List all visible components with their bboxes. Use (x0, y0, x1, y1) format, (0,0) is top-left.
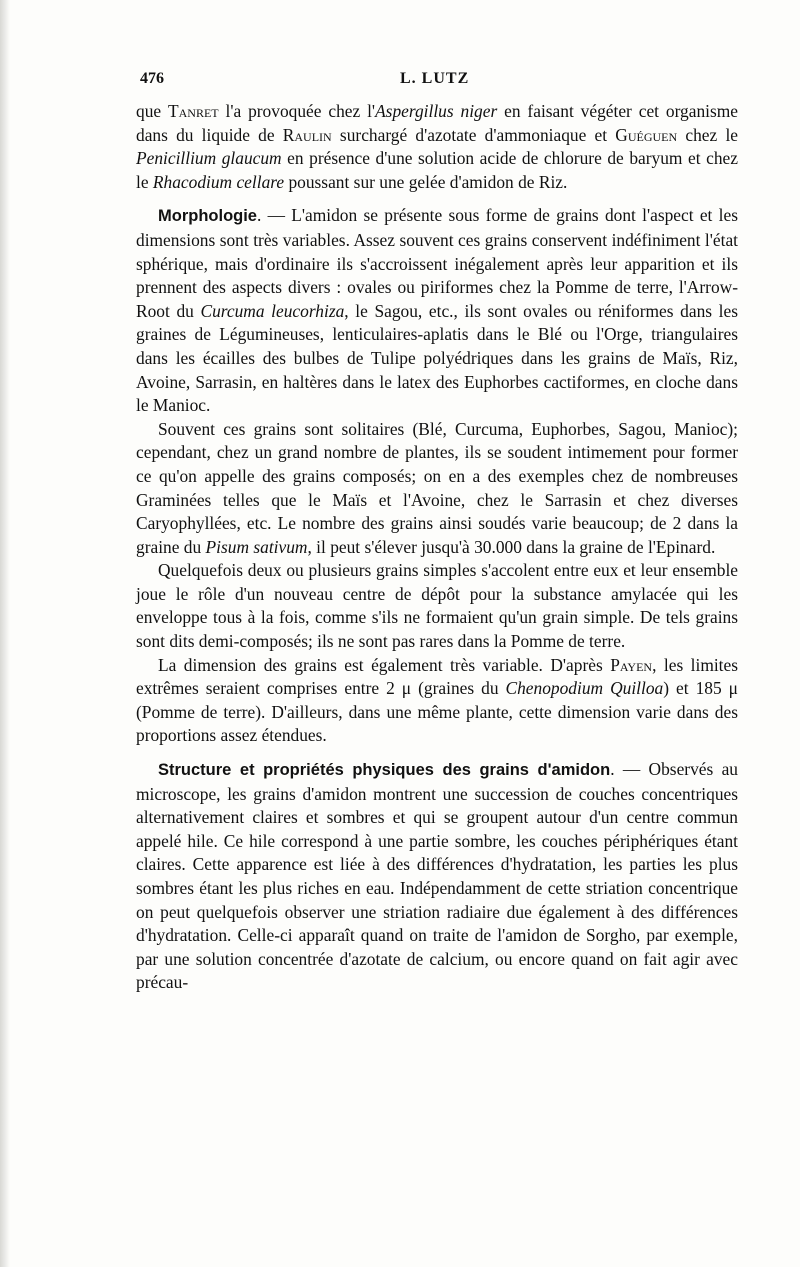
paragraph (136, 100, 738, 194)
author-name: Payen (610, 654, 653, 675)
text-run: , les limites extrêmes seraient comprises entre 2 μ (graines du (136, 654, 739, 699)
page-number: 476 (140, 70, 164, 87)
text-run: , il peut s'élever jusqu'à 30.000 dans la graine de l'Epinard. (307, 536, 716, 557)
text-run: . — Observés au microscope, les grains d'amidon montrent une succession de couches concentriques alternativement claires et sombres et qui se groupent autour d'un centre commun appelé hile. Ce hile correspond à une partie sombre, les couches périphériques étant claires. Cette apparence est liée à des différences d'hydratation, les parties les plus sombres étant les plus riches en eau. Indépendamment de cette striation concentrique on peut quelquefois observer une striation radiaire due également à des différences d'hydratation. Celle-ci apparaît quand on traite de l'amidon de Sorgho, par exemple, par une solution concentrée d'azotate de calcium, ou encore quand on fait agir avec précau- (136, 759, 738, 993)
page-edge-shadow (0, 0, 10, 1267)
text-run: Quelquefois deux ou plusieurs grains simples s'accolent entre eux et leur ensemble joue le rôle d'un nouveau centre de dépôt pour la substance amylacée qui les enveloppe tous à la fois, comme s'ils ne formaient qu'un grain simple. De tels grains sont dits demi-composés; ils ne sont pas rares dans la Pomme de terre. (136, 560, 738, 652)
italic-term: Chenopodium Quilloa (505, 678, 664, 699)
author-name: Tanret (168, 101, 219, 121)
italic-term: Penicillium glaucum (136, 148, 282, 169)
book-page (136, 70, 738, 995)
italic-term: Pisum sativum (205, 536, 308, 557)
italic-term: Rhacodium cellare (152, 171, 285, 192)
text-run: l'a provoquée chez l' (218, 101, 376, 121)
text-run: , le Sagou, etc., ils sont ovales ou réniformes dans les graines de Légumineuses, lenticulaires-aplatis dans le Blé ou l'Orge, triangulaires dans les écailles des bulbes de Tulipe polyédriques dans les grains de Maïs, Riz, Avoine, Sarrasin, en haltères dans le latex des Euphorbes cactiformes, en cloche dans le Manioc. (136, 300, 738, 416)
text-run: surchargé d'azotate d'ammoniaque et (331, 124, 616, 145)
section-heading: Morphologie (158, 207, 257, 226)
text-run: La dimension des grains est également très variable. D'après (158, 654, 611, 675)
text-run: . — L'amidon se présente sous forme de grains dont l'aspect et les dimensions sont très variables. Assez souvent ces grains conservent indéfiniment l'état sphérique, mais d'ordinaire ils s'accroissent inégalement après leur apparition et ils prennent des aspects divers : ovales ou piriformes chez la Pomme de terre, l'Arrow-Root du (136, 205, 738, 321)
paragraph (136, 418, 738, 560)
author-name: Raulin (282, 124, 332, 145)
paragraph (136, 654, 738, 748)
italic-term: Curcuma leucorhiza (200, 300, 345, 321)
text-run: ) et 185 μ (Pomme de terre). D'ailleurs, dans une même plante, cette dimension varie dans des proportions assez étendues. (136, 678, 738, 746)
text-run: que (136, 101, 168, 121)
running-title: L. LUTZ (400, 70, 470, 87)
section-heading: Structure et propriétés physiques des grains d'amidon (158, 761, 611, 780)
text-run: chez le (677, 124, 738, 145)
author-name: Guéguen (615, 124, 678, 145)
text-run: Souvent ces grains sont solitaires (Blé, Curcuma, Euphorbes, Sagou, Manioc); cependant, chez un grand nombre de plantes, ils se soudent intimement pour former ce qu'on appelle des grains composés; on en a des exemples chez de nombreuses Graminées telles que le Maïs et l'Avoine, chez le Sarrasin et chez diverses Caryophyllées, etc. Le nombre des grains ainsi soudés varie beaucoup; de 2 dans la graine du (136, 418, 738, 557)
text-run: en présence d'une solution acide de chlorure de baryum et chez le (136, 148, 738, 192)
text-run: en faisant végéter cet organisme dans du liquide de (136, 101, 739, 145)
paragraph (136, 758, 738, 995)
italic-term: Aspergillus niger (375, 101, 498, 121)
paragraph (136, 559, 738, 653)
page-body (136, 100, 738, 995)
text-run: poussant sur une gelée d'amidon de Riz. (284, 171, 568, 192)
running-header (136, 70, 738, 96)
paragraph (136, 204, 738, 417)
